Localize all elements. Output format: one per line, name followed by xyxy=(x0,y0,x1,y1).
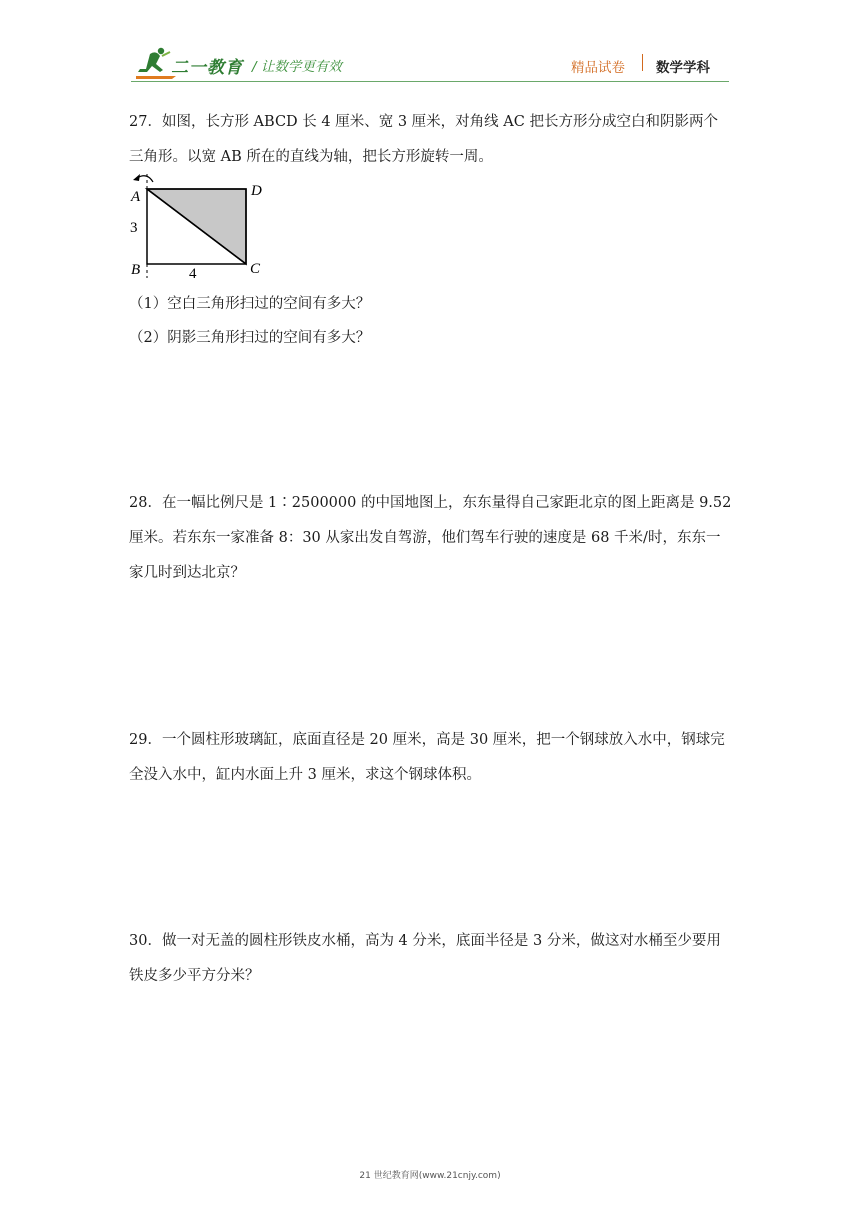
question-30-line-2: 铁皮多少平方分米？ xyxy=(129,968,260,984)
question-27-line-2: 三角形。以宽 AB 所在的直线为轴，把长方形旋转一周。 xyxy=(129,149,493,165)
logo-text: 二一教育 xyxy=(171,58,243,78)
question-30-text xyxy=(129,924,729,994)
question-27-text xyxy=(129,105,729,175)
label-b: B xyxy=(131,262,141,278)
rectangle-abcd-figure xyxy=(123,170,273,280)
question-29-text xyxy=(129,723,729,793)
badge-premium-exam: 精品试卷 xyxy=(571,60,625,76)
rotation-arrowhead-icon xyxy=(133,174,140,181)
question-30-line-1: 30．做一对无盖的圆柱形铁皮水桶，高为 4 分米，底面半径是 3 分米，做这对水桶至少要用 xyxy=(129,933,721,949)
question-27-line-1: 27．如图，长方形 ABCD 长 4 厘米、宽 3 厘米，对角线 AC 把长方形分成空白和阴影两个 xyxy=(129,114,718,130)
question-28-line-1: 28．在一幅比例尺是 1∶2500000 的中国地图上，东东量得自己家距北京的图上距离是 9.52 xyxy=(129,495,732,511)
question-28-text xyxy=(129,486,732,591)
question-28-line-2: 厘米。若东东一家准备 8：30 从家出发自驾游，他们驾车行驶的速度是 68 千米/时，东东一 xyxy=(129,530,721,546)
slogan: / 让数学更有效 xyxy=(252,59,342,75)
badge-subject: 数学学科 xyxy=(656,60,710,76)
question-27-sub-1: （1）空白三角形扫过的空间有多大？ xyxy=(129,296,371,312)
question-29-line-1: 29．一个圆柱形玻璃缸，底面直径是 20 厘米，高是 30 厘米，把一个钢球放入水中，钢球完 xyxy=(129,732,725,748)
label-a: A xyxy=(131,189,141,205)
page-footer: 21 世纪教育网(www.21cnjy.com) xyxy=(359,1171,501,1181)
question-28-line-3: 家几时到达北京？ xyxy=(129,565,245,581)
page-header xyxy=(0,0,860,90)
question-29-line-2: 全没入水中，缸内水面上升 3 厘米，求这个钢球体积。 xyxy=(129,767,481,783)
badge-divider xyxy=(642,54,643,71)
label-width-3: 3 xyxy=(130,220,138,236)
label-length-4: 4 xyxy=(189,266,197,280)
label-d: D xyxy=(251,183,262,199)
header-rule xyxy=(131,81,729,82)
label-c: C xyxy=(250,261,261,277)
question-27-sub-2: （2）阴影三角形扫过的空间有多大？ xyxy=(129,330,371,346)
